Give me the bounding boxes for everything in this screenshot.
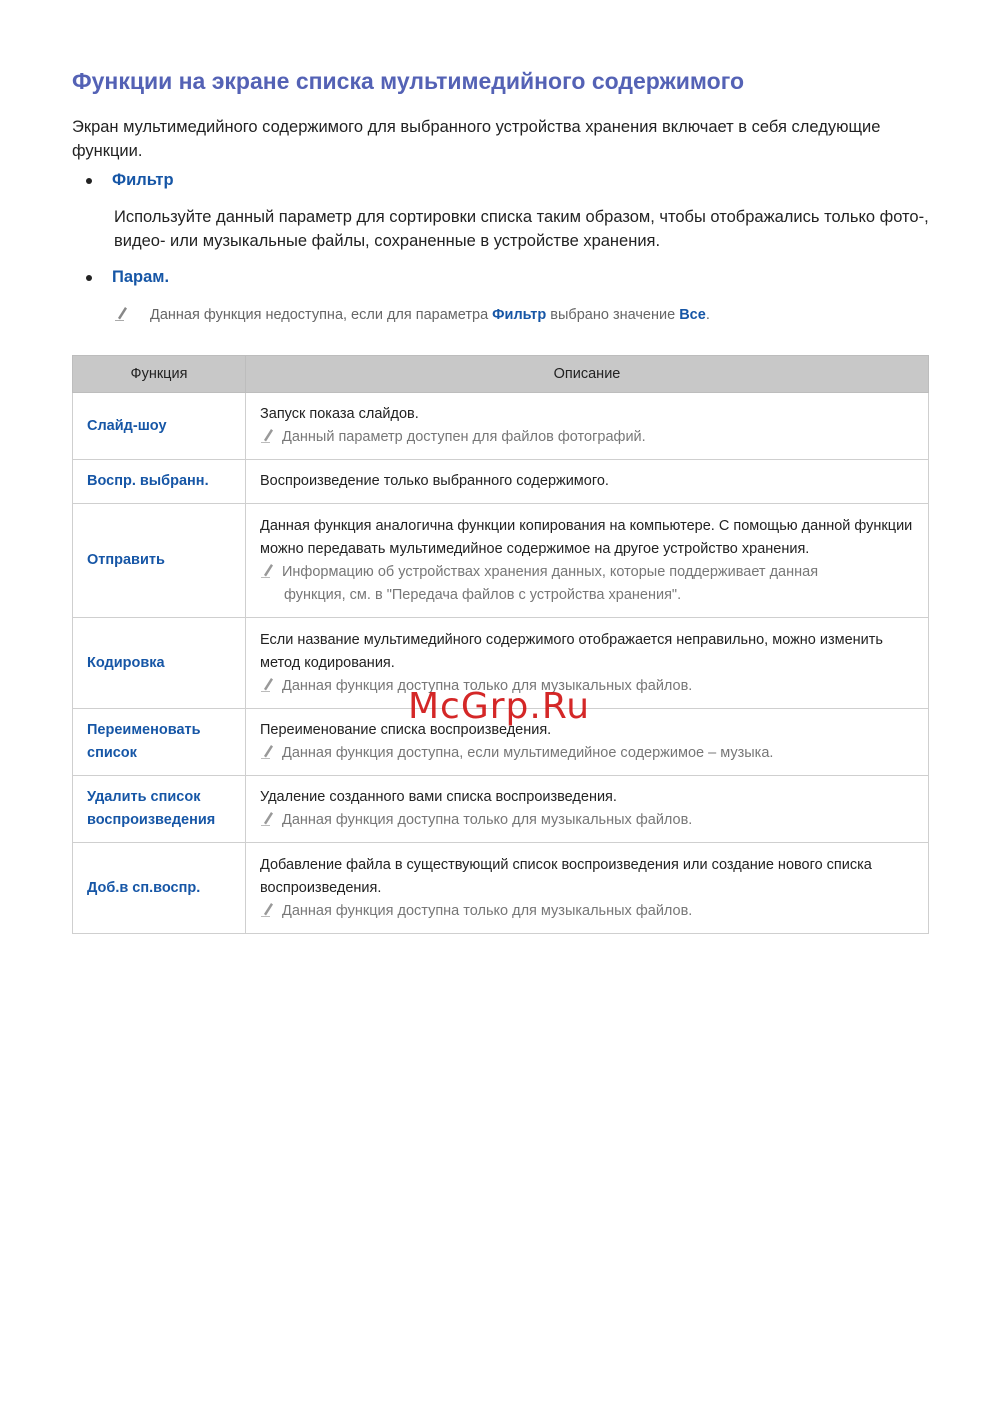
note-text: Данная функция доступна, если мультимедийное содержимое – музыка. <box>282 745 774 761</box>
pencil-icon <box>260 901 274 917</box>
note-text: . <box>705 307 710 323</box>
note-text: Данная функция недоступна, если для параметра <box>150 307 493 323</box>
note-text: Данный параметр доступен для файлов фотографий. <box>282 429 646 445</box>
pencil-icon <box>260 562 274 578</box>
note-text: Данная функция доступна только для музыкальных файлов. <box>282 812 693 828</box>
description-note <box>260 742 914 765</box>
description-note-cont: функция, см. в "Передача файлов с устройства хранения". <box>284 586 682 603</box>
pencil-icon <box>260 676 274 692</box>
description-text: Данная функция аналогична функции копирования на компьютере. С помощью данной функции можно передавать мультимедийное содержимое на другое устройство хранения. <box>260 517 913 557</box>
description-note <box>260 900 914 923</box>
table-row <box>73 393 929 460</box>
function-name: Доб.в сп.воспр. <box>73 843 246 934</box>
note <box>114 305 710 323</box>
table-row <box>73 504 929 618</box>
watermark: McGrp.Ru <box>408 686 591 727</box>
function-description <box>246 460 929 504</box>
function-name: Кодировка <box>73 618 246 709</box>
function-name: Удалить список воспроизведения <box>73 776 246 843</box>
description-note <box>260 809 914 832</box>
function-description <box>246 504 929 618</box>
function-description <box>246 843 929 934</box>
pencil-icon <box>260 810 274 826</box>
description-text: Запуск показа слайдов. <box>260 406 419 422</box>
functions-table <box>72 355 929 934</box>
table-row <box>73 460 929 504</box>
note-filter: Фильтр <box>492 307 547 323</box>
function-name: Слайд-шоу <box>73 393 246 460</box>
description-text: Если название мультимедийного содержимого отображается неправильно, можно изменить метод кодирования. <box>260 631 883 671</box>
note-text: Информацию об устройствах хранения данных, которые поддерживает данная <box>282 563 819 580</box>
function-name: Переименовать список <box>73 709 246 776</box>
header-function: Функция <box>73 356 246 393</box>
bullet-params <box>86 268 169 287</box>
bullet-label: Парам. <box>112 268 170 286</box>
table-row <box>73 776 929 843</box>
bullet-dot <box>86 275 92 281</box>
note-all: Все <box>679 307 706 323</box>
header-description: Описание <box>246 356 929 393</box>
description-text: Воспроизведение только выбранного содержимого. <box>260 473 609 489</box>
description-text: Переименование списка воспроизведения. <box>260 722 552 738</box>
filter-description: Используйте данный параметр для сортировки списка таким образом, чтобы отображались только фото-, видео- или музыкальные файлы, сохраненные в устройстве хранения. <box>114 208 929 250</box>
function-name: Отправить <box>73 504 246 618</box>
table-row <box>73 843 929 934</box>
intro-text: Экран мультимедийного содержимого для выбранного устройства хранения включает в себя следующие функции. <box>72 118 881 160</box>
bullet-filter <box>86 171 174 190</box>
description-note <box>260 426 914 449</box>
note-text: Данная функция доступна только для музыкальных файлов. <box>282 677 693 694</box>
pencil-icon <box>260 427 274 443</box>
bullet-label: Фильтр <box>112 171 174 189</box>
bullet-dot <box>86 178 92 184</box>
function-description <box>246 776 929 843</box>
description-note <box>260 561 914 584</box>
description-text: Добавление файла в существующий список воспроизведения или создание нового списка воспроизведения. <box>260 856 872 896</box>
note-text: Данная функция доступна только для музыкальных файлов. <box>282 902 693 919</box>
pencil-icon <box>260 743 274 759</box>
function-description <box>246 393 929 460</box>
note-text: выбрано значение <box>546 307 680 323</box>
page-title: Функции на экране списка мультимедийного содержимого <box>72 68 745 94</box>
pencil-icon <box>114 305 128 321</box>
function-name: Воспр. выбранн. <box>73 460 246 504</box>
description-text: Удаление созданного вами списка воспроизведения. <box>260 789 617 805</box>
